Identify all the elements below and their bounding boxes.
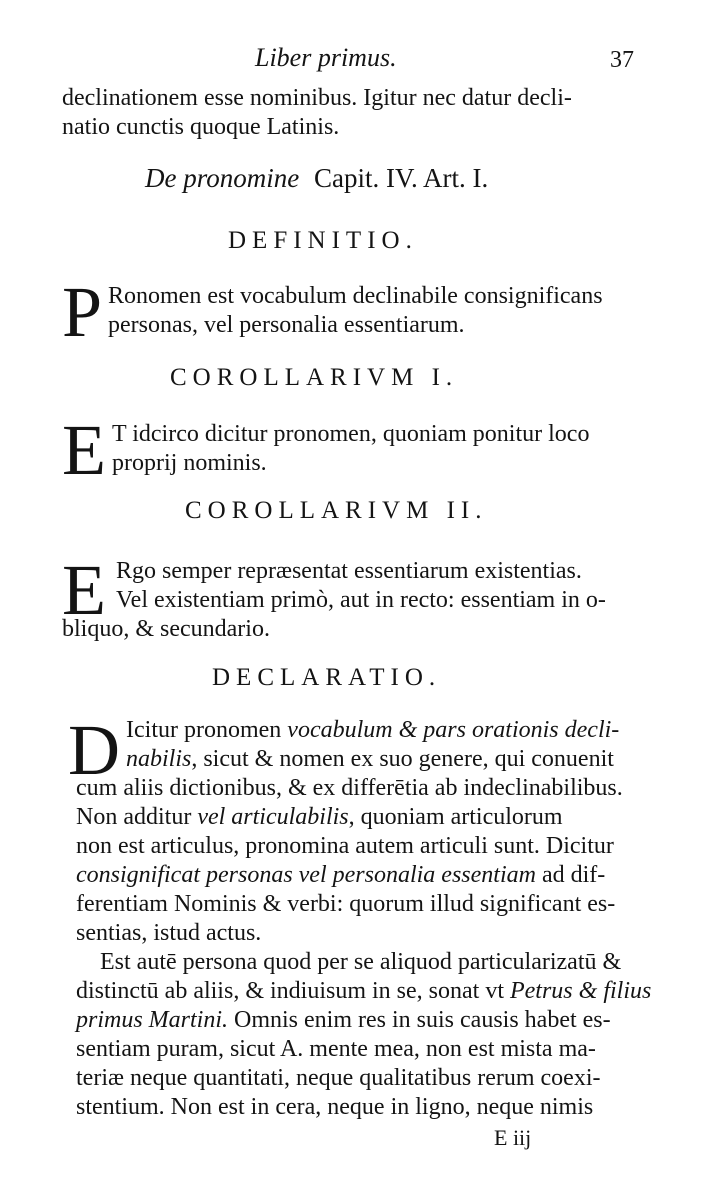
section-heading-corollarium-2: COROLLARIVM II. (185, 497, 488, 524)
plain-text: Omnis enim res in suis causis habet es- (228, 1007, 611, 1033)
declaratio-line: stentium. Non est in cera, neque in ligno, neque nimis (76, 1094, 594, 1120)
plain-text: , sicut & nomen ex suo genere, qui conuenit (191, 746, 614, 772)
declaratio-line (76, 977, 651, 1005)
drop-cap: E (62, 410, 106, 490)
declaratio-line: sentias, istud actus. (76, 920, 262, 946)
chapter-heading-rest: Capit. IV. Art. I. (313, 163, 489, 193)
chapter-heading-italic: De pronomine (145, 163, 300, 193)
plain-text: ad dif- (535, 862, 606, 888)
declaratio-line: non est articulus, pronomina autem articuli sunt. Dicitur (76, 833, 614, 859)
section-heading-definitio: DEFINITIO. (228, 227, 418, 254)
section-heading-corollarium-1: COROLLARIVM I. (170, 364, 459, 391)
drop-cap: D (68, 710, 120, 790)
section-heading-declaratio: DECLARATIO. (212, 664, 442, 691)
plain-text: , quoniam articulorum (348, 804, 563, 830)
italic-text: nabilis (126, 746, 192, 772)
plain-text: Icitur pronomen (126, 717, 288, 743)
declaratio-line (76, 1006, 611, 1034)
italic-text: primus Martini. (76, 1007, 229, 1033)
italic-text: consignificat personas vel personalia essentiam (76, 862, 536, 888)
definitio-line: Ronomen est vocabulum declinabile consignificans (108, 283, 603, 309)
drop-cap: P (62, 272, 103, 352)
chapter-heading (145, 164, 488, 192)
corollarium-2-line: bliquo, & secundario. (62, 616, 270, 642)
declaratio-line (126, 716, 619, 744)
intro-line: natio cunctis quoque Latinis. (62, 114, 340, 140)
intro-line: declinationem esse nominibus. Igitur nec datur decli- (62, 85, 572, 111)
italic-text: vocabulum & pars orationis decli- (287, 717, 620, 743)
declaratio-line: ferentiam Nominis & verbi: quorum illud significant es- (76, 891, 616, 917)
plain-text: Non additur (76, 804, 198, 830)
declaratio-line: teriæ neque quantitati, neque qualitatibus rerum coexi- (76, 1065, 601, 1091)
declaratio-line (76, 861, 605, 889)
signature-mark: E iij (494, 1125, 532, 1150)
running-title: Liber primus. (255, 43, 397, 72)
corollarium-2-line: Rgo semper repræsentat essentiarum existentias. (116, 558, 582, 584)
corollarium-2-line: Vel existentiam primò, aut in recto: essentiam in o- (116, 587, 606, 613)
definitio-line: personas, vel personalia essentiarum. (108, 312, 465, 338)
italic-text: vel articulabilis (197, 804, 349, 830)
declaratio-line (76, 803, 563, 831)
drop-cap: E (62, 550, 106, 630)
italic-text: Petrus & filius (509, 978, 652, 1004)
corollarium-1-line: T idcirco dicitur pronomen, quoniam ponitur loco (112, 421, 590, 447)
declaratio-line (126, 745, 614, 773)
plain-text: distinctū ab aliis, & indiuisum in se, sonat vt (76, 978, 510, 1004)
page-number: 37 (610, 47, 634, 73)
declaratio-line: sentiam puram, sicut A. mente mea, non est mista ma- (76, 1036, 596, 1062)
declaratio-line: cum aliis dictionibus, & ex differētia ab indeclinabilibus. (76, 775, 623, 801)
corollarium-1-line: proprij nominis. (112, 450, 267, 476)
declaratio-line: Est autē persona quod per se aliquod particularizatū & (100, 949, 622, 975)
